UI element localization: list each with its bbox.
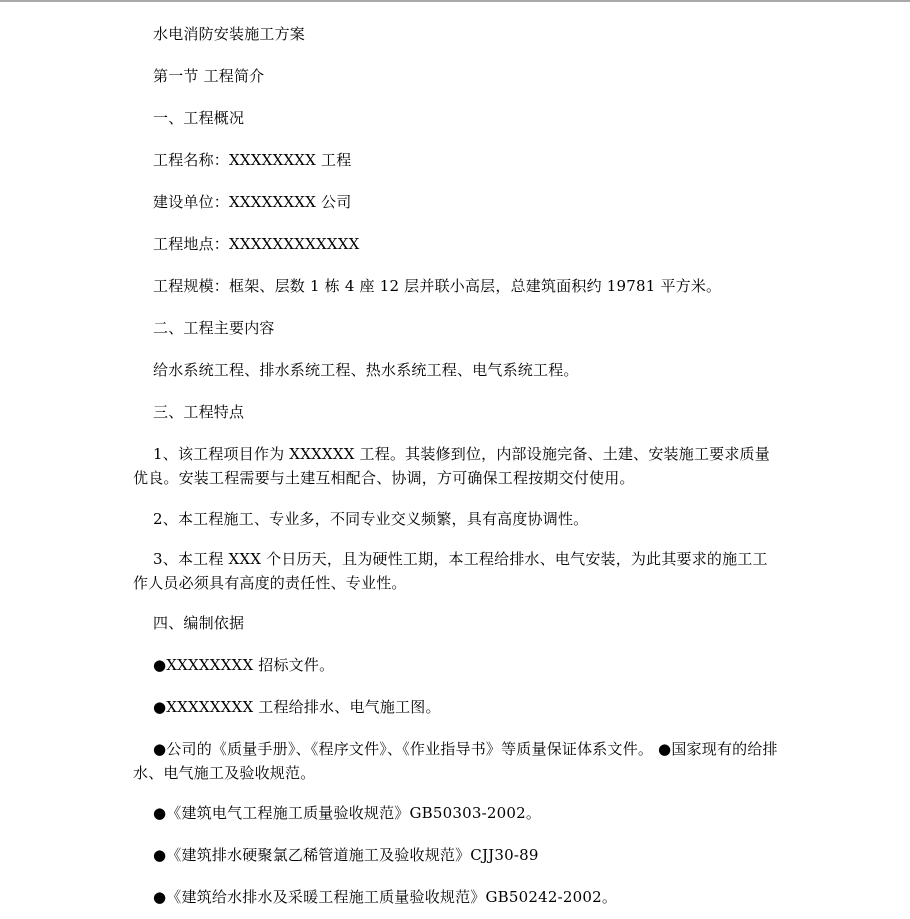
overview-heading: 一、工程概况 — [153, 109, 245, 127]
basis-item-2: ●XXXXXXXX 工程给排水、电气施工图。 — [153, 698, 441, 716]
basis-item-5: ●《建筑排水硬聚氯乙稀管道施工及验收规范》CJJ30-89 — [153, 846, 539, 864]
basis-heading: 四、编制依据 — [153, 614, 245, 632]
basis-item-4: ●《建筑电气工程施工质量验收规范》GB50303-2002。 — [153, 804, 542, 822]
basis-item-6: ●《建筑给水排水及采暖工程施工质量验收规范》GB50242-2002。 — [153, 888, 618, 906]
basis-item-3: ●公司的《质量手册》、《程序文件》、《作业指导书》等质量保证体系文件。 ●国家现有的给排水、电气施工及验收规范。 — [133, 740, 778, 782]
project-name-line: 工程名称：XXXXXXXX 工程 — [153, 151, 352, 169]
feature-paragraph-1: 1、该工程项目作为 XXXXXX 工程。其装修到位，内部设施完备、土建、安装施工要求质量优良。安装工程需要与土建互相配合、协调，方可确保工程按期交付使用。 — [133, 445, 770, 487]
basis-item-1: ●XXXXXXXX 招标文件。 — [153, 656, 335, 674]
feature-paragraph-3: 3、本工程 XXX 个日历天，且为硬性工期，本工程给排水、电气安装，为此其要求的施工工作人员必须具有高度的责任性、专业性。 — [133, 550, 768, 592]
document-title: 水电消防安装施工方案 — [153, 25, 306, 43]
location-line: 工程地点：XXXXXXXXXXXX — [153, 235, 360, 253]
section-heading: 第一节 工程简介 — [153, 67, 265, 85]
builder-line: 建设单位：XXXXXXXX 公司 — [153, 193, 352, 211]
main-content-line: 给水系统工程、排水系统工程、热水系统工程、电气系统工程。 — [153, 361, 579, 379]
scale-line: 工程规模：框架、层数 1 栋 4 座 12 层并联小高层，总建筑面积约 19781 平方米。 — [153, 277, 722, 295]
feature-paragraph-2: 2、本工程施工、专业多，不同专业交义频繁，具有高度协调性。 — [153, 510, 589, 528]
features-heading: 三、工程特点 — [153, 403, 245, 421]
main-content-heading: 二、工程主要内容 — [153, 319, 275, 337]
